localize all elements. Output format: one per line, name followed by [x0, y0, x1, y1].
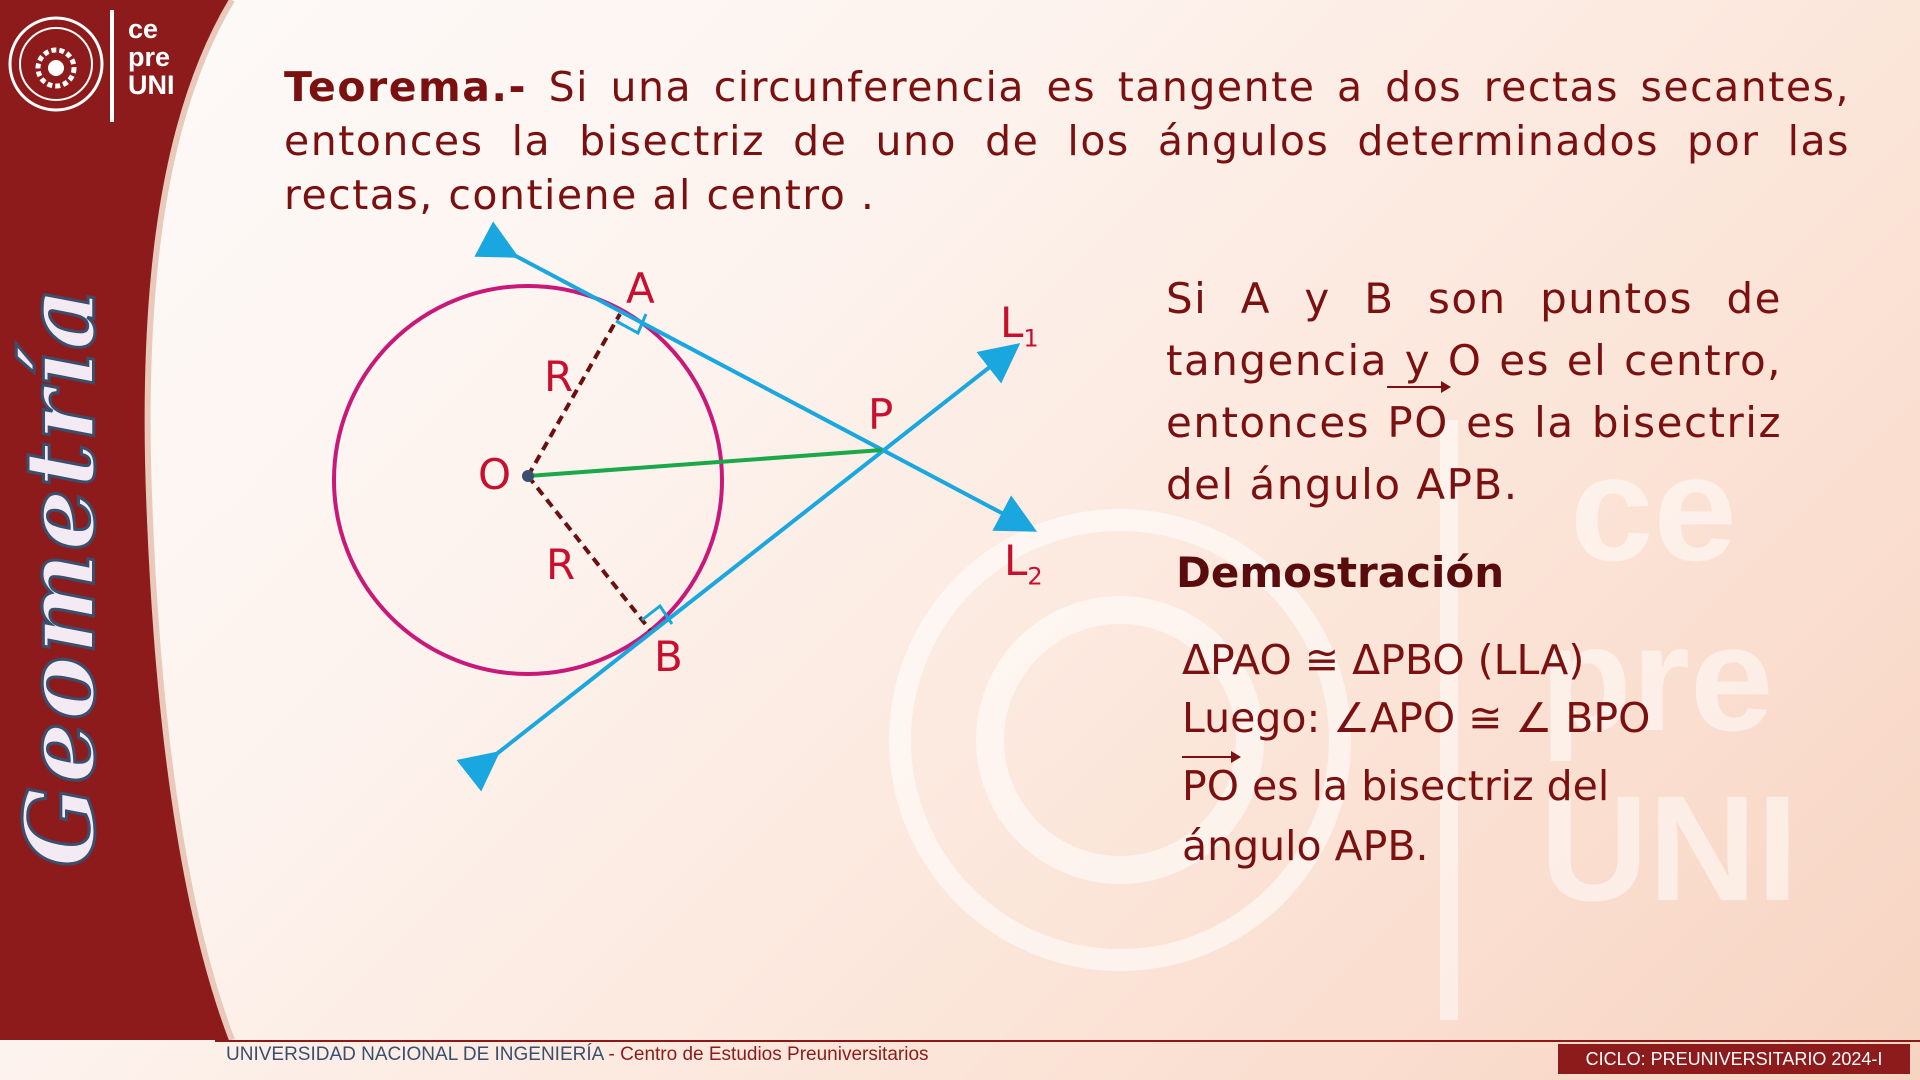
footer-divider — [215, 1040, 1920, 1042]
line-l2 — [512, 254, 1030, 528]
label-b: B — [654, 632, 683, 681]
theorem-label: Teorema.- — [284, 63, 528, 111]
label-radius-1: R — [544, 352, 574, 401]
demo-title: Demostración — [1176, 548, 1505, 597]
svg-text:ce: ce — [1570, 424, 1737, 592]
bisector-po — [528, 450, 882, 476]
footer-cycle-badge: CICLO: PREUNIVERSITARIO 2024-I — [1558, 1044, 1910, 1074]
center-o-dot — [522, 470, 534, 482]
svg-text:pre: pre — [1540, 594, 1774, 762]
demo-line-1: ΔPAO ≅ ΔPBO (LLA) — [1182, 636, 1585, 684]
explanation-part2: es la bisectriz del ángulo APB. — [1166, 398, 1782, 509]
label-l1: $L_1$ — [1000, 298, 1039, 353]
vector-po: PO — [1387, 392, 1448, 454]
svg-text:UNI: UNI — [1540, 764, 1799, 932]
label-o: O — [478, 450, 512, 499]
explanation-paragraph — [1166, 268, 1782, 516]
radius-oa — [528, 314, 620, 476]
explanation-part1: Si A y B son puntos de tangencia y O es el centro, entonces — [1166, 274, 1782, 447]
label-radius-2: R — [546, 540, 576, 589]
footer-institution: UNIVERSIDAD NACIONAL DE INGENIERÍA - Centro de Estudios Preuniversitarios — [226, 1044, 929, 1065]
demo-vector-po: PO — [1182, 762, 1239, 810]
label-a: A — [626, 264, 655, 313]
logo-text-uni: UNI — [128, 70, 175, 100]
sidebar-title: Geometría — [3, 285, 117, 868]
demo-line-4: ángulo APB. — [1182, 822, 1429, 870]
demo-line-3: PO es la bisectriz del — [1182, 762, 1610, 810]
theorem-text: Si una circunferencia es tangente a dos rectas secantes, entonces la bisectriz de uno de los ángulos determinados por las rectas, contiene al centro . — [284, 63, 1850, 219]
label-p: P — [868, 390, 894, 439]
logo-text-ce: ce — [128, 14, 159, 44]
label-l2: $L_2$ — [1004, 536, 1043, 591]
demo-line-2: Luego: ∠APO ≅ ∠ BPO — [1182, 694, 1651, 742]
logo-text-pre: pre — [128, 42, 171, 72]
